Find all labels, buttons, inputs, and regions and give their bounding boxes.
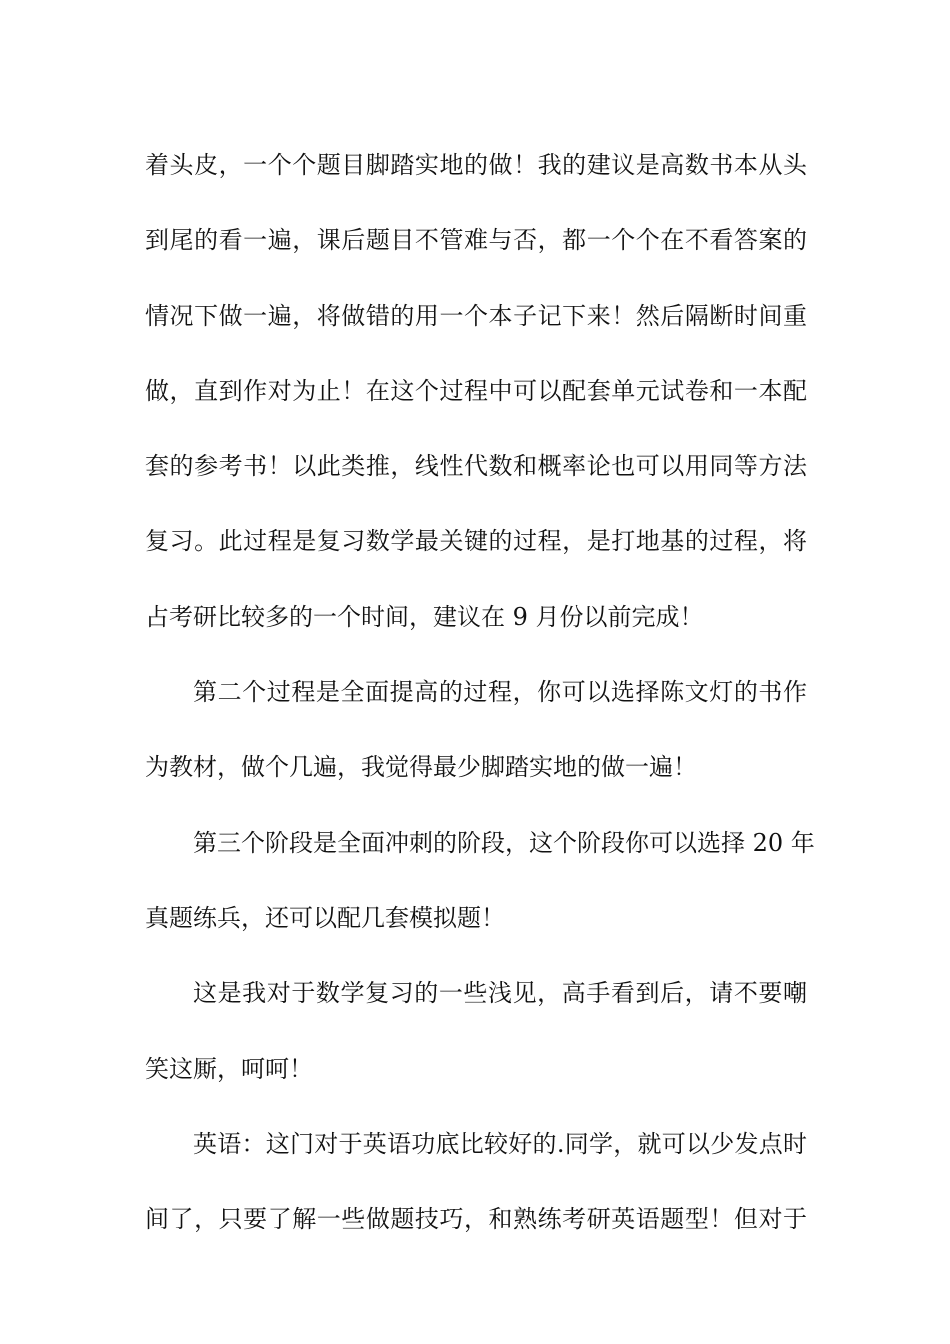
text-line: 间了，只要了解一些做题技巧，和熟练考研英语题型！但对于 [145,1205,807,1234]
text-line: 第三个阶段是全面冲刺的阶段，这个阶段你可以选择 20 年 [193,828,815,857]
text-line: 真题练兵，还可以配几套模拟题！ [145,903,505,932]
text-line: 情况下做一遍，将做错的用一个本子记下来！然后隔断时间重 [145,301,807,330]
text-line: 做，直到作对为止！在这个过程中可以配套单元试卷和一本配 [145,376,807,405]
text-line: 英语：这门对于英语功底比较好的.同学，就可以少发点时 [193,1129,807,1158]
text-line: 占考研比较多的一个时间，建议在 9 月份以前完成！ [145,602,704,631]
text-line: 复习。此过程是复习数学最关键的过程，是打地基的过程，将 [145,527,807,556]
text-line: 这是我对于数学复习的一些浅见，高手看到后，请不要嘲 [193,979,807,1008]
text-line: 套的参考书！以此类推，线性代数和概率论也可以用同等方法 [145,452,807,481]
text-line: 着头皮，一个个题目脚踏实地的做！我的建议是高数书本从头 [145,151,807,179]
text-line: 为教材，做个几遍，我觉得最少脚踏实地的做一遍！ [145,753,697,782]
document-body [145,128,815,1257]
text-line: 第二个过程是全面提高的过程，你可以选择陈文灯的书作 [193,678,807,707]
text-line: 到尾的看一遍，课后题目不管难与否，都一个个在不看答案的 [145,226,807,255]
text-line: 笑这厮，呵呵！ [145,1054,313,1083]
